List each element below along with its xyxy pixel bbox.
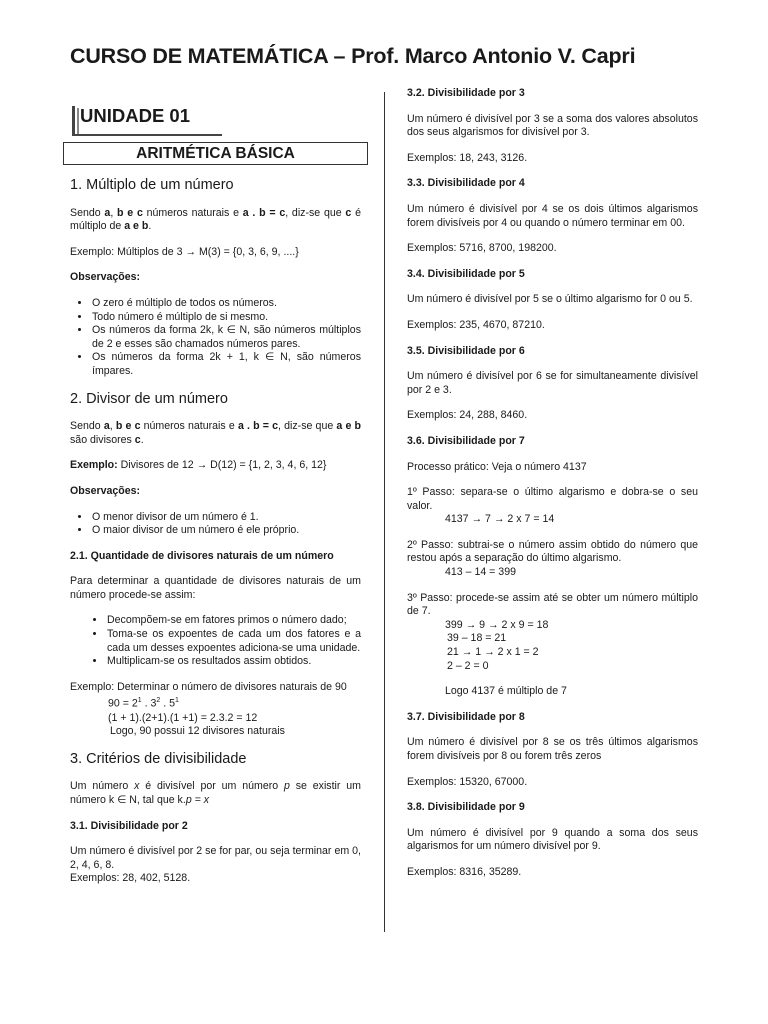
list-item: • Todo número é múltiplo de si mesmo. (91, 311, 361, 325)
list-item: • O menor divisor de um número é 1. (91, 511, 361, 525)
section-2-example: Exemplo: Divisores de 12 → D(12) = {1, 2, 3, 4, 6, 12} (70, 459, 327, 472)
calc-line: 399 → 9 → 2 x 9 = 18 (445, 618, 549, 631)
unit-heading (72, 106, 362, 136)
section-3-3-title: 3.3. Divisibilidade por 4 (407, 177, 525, 190)
section-3-6-step-1: 1º Passo: separa-se o último algarismo e dobra-se o seu valor. (407, 486, 698, 512)
section-1-definition: Sendo a, b e c números naturais e a . b = c, diz-se que c é múltiplo de a e b. (70, 206, 361, 233)
subject-box: ARITMÉTICA BÁSICA (63, 142, 368, 165)
section-3-1-title: 3.1. Divisibilidade por 2 (70, 819, 188, 832)
column-divider (384, 92, 385, 932)
unit-title: UNIDADE 01 (80, 105, 190, 126)
section-3-title: 3. Critérios de divisibilidade (70, 750, 247, 767)
right-column (407, 87, 698, 892)
section-3-7-text: Um número é divisível por 8 se os três últimos algarismos forem divisíveis por 8 ou forem três zeros (407, 736, 698, 762)
section-2-1-title: 2.1. Quantidade de divisores naturais de um número (70, 549, 334, 562)
section-1-observations (70, 297, 361, 379)
section-3-5-title: 3.5. Divisibilidade por 6 (407, 344, 525, 357)
section-2-definition: Sendo a, b e c números naturais e a . b = c, diz-se que a e b são divisores c. (70, 420, 361, 446)
section-2-1-example: Exemplo: Determinar o número de divisores naturais de 90 (70, 680, 347, 693)
section-3-6-title: 3.6. Divisibilidade por 7 (407, 434, 525, 447)
section-3-3-examples: Exemplos: 5716, 8700, 198200. (407, 242, 557, 255)
section-3-2-examples: Exemplos: 18, 243, 3126. (407, 151, 528, 164)
list-item: • Multiplicam-se os resultados assim obtidos. (106, 655, 361, 669)
list-item: • Os números da forma 2k + 1, k ∈ N, são números ímpares. (91, 351, 361, 378)
section-1-observations-label: Observações: (70, 271, 141, 284)
section-3-4-examples: Exemplos: 235, 4670, 87210. (407, 318, 545, 331)
section-2-title: 2. Divisor de um número (70, 390, 228, 407)
example-line: Logo, 90 possui 12 divisores naturais (110, 725, 285, 738)
section-2-1-intro: Para determinar a quantidade de divisores naturais de um número procede-se assim: (70, 575, 361, 601)
calc-line: 413 – 14 = 399 (445, 566, 516, 579)
document-header: CURSO DE MATEMÁTICA – Prof. Marco Antonio V. Capri (70, 44, 636, 68)
left-column (70, 106, 361, 898)
section-3-6-intro: Processo prático: Veja o número 4137 (407, 460, 587, 473)
section-3-1-examples: Exemplos: 28, 402, 5128. (70, 872, 191, 885)
section-3-4-text: Um número é divisível por 5 se o último algarismo for 0 ou 5. (407, 293, 693, 306)
section-2-1-steps (70, 614, 361, 668)
section-3-2-title: 3.2. Divisibilidade por 3 (407, 87, 525, 99)
section-3-8-examples: Exemplos: 8316, 35289. (407, 865, 522, 878)
section-3-7-title: 3.7. Divisibilidade por 8 (407, 710, 525, 723)
list-item: • Os números da forma 2k, k ∈ N, são números múltiplos de 2 e esses são chamados números pares. (91, 324, 361, 351)
section-3-1-text: Um número é divisível por 2 se for par, ou seja terminar em 0, 2, 4, 6, 8. (70, 845, 361, 871)
calc-line: 39 – 18 = 21 (447, 632, 507, 645)
list-item: • O zero é múltiplo de todos os números. (91, 297, 361, 311)
example-line: (1 + 1).(2+1).(1 +1) = 2.3.2 = 12 (108, 711, 258, 724)
list-item: • O maior divisor de um número é ele próprio. (91, 524, 361, 538)
section-3-5-examples: Exemplos: 24, 288, 8460. (407, 409, 528, 422)
section-3-5-text: Um número é divisível por 6 se for simultaneamente divisível por 2 e 3. (407, 370, 698, 396)
section-2-observations (70, 511, 361, 538)
section-1-example: Exemplo: Múltiplos de 3 → M(3) = {0, 3, 6, 9, ....} (70, 245, 299, 258)
section-3-6-step-3: 3º Passo: procede-se assim até se obter um número múltiplo de 7. (407, 591, 698, 618)
section-2-observations-label: Observações: (70, 484, 141, 497)
section-3-8-text: Um número é divisível por 9 quando a soma dos seus algarismos for um número divisível por 9. (407, 826, 698, 853)
section-1-title: 1. Múltiplo de um número (70, 177, 234, 193)
section-3-6-step-2: 2º Passo: subtrai-se o número assim obtido do número que restou após a separação do último algarismo. (407, 538, 698, 565)
section-3-7-examples: Exemplos: 15320, 67000. (407, 775, 528, 788)
section-3-definition: Um número x é divisível por um número p se existir um número k ∈ N, tal que k.p = x (70, 780, 361, 806)
list-item: • Toma-se os expoentes de cada um dos fatores e a cada um desses expoentes adiciona-se uma unidade. (106, 628, 361, 655)
list-item: • Decompõem-se em fatores primos o número dado; (106, 614, 361, 628)
section-3-6-conclusion: Logo 4137 é múltiplo de 7 (445, 685, 567, 698)
section-3-4-title: 3.4. Divisibilidade por 5 (407, 267, 525, 280)
section-3-8-title: 3.8. Divisibilidade por 9 (407, 801, 525, 814)
section-3-3-text: Um número é divisível por 4 se os dois últimos algarismos forem divisíveis por 4 ou quando o número terminar em 00. (407, 202, 698, 229)
calc-line: 21 → 1 → 2 x 1 = 2 (447, 646, 539, 659)
calc-line: 2 – 2 = 0 (447, 659, 489, 672)
example-line: $90 = 2^1$ . $3^2$ . $5^1$ (108, 697, 179, 710)
calc-line: 4137 → 7 → 2 x 7 = 14 (445, 513, 555, 526)
section-3-2-text: Um número é divisível por 3 se a soma dos valores absolutos dos seus algarismos for divisível por 3. (407, 112, 698, 139)
